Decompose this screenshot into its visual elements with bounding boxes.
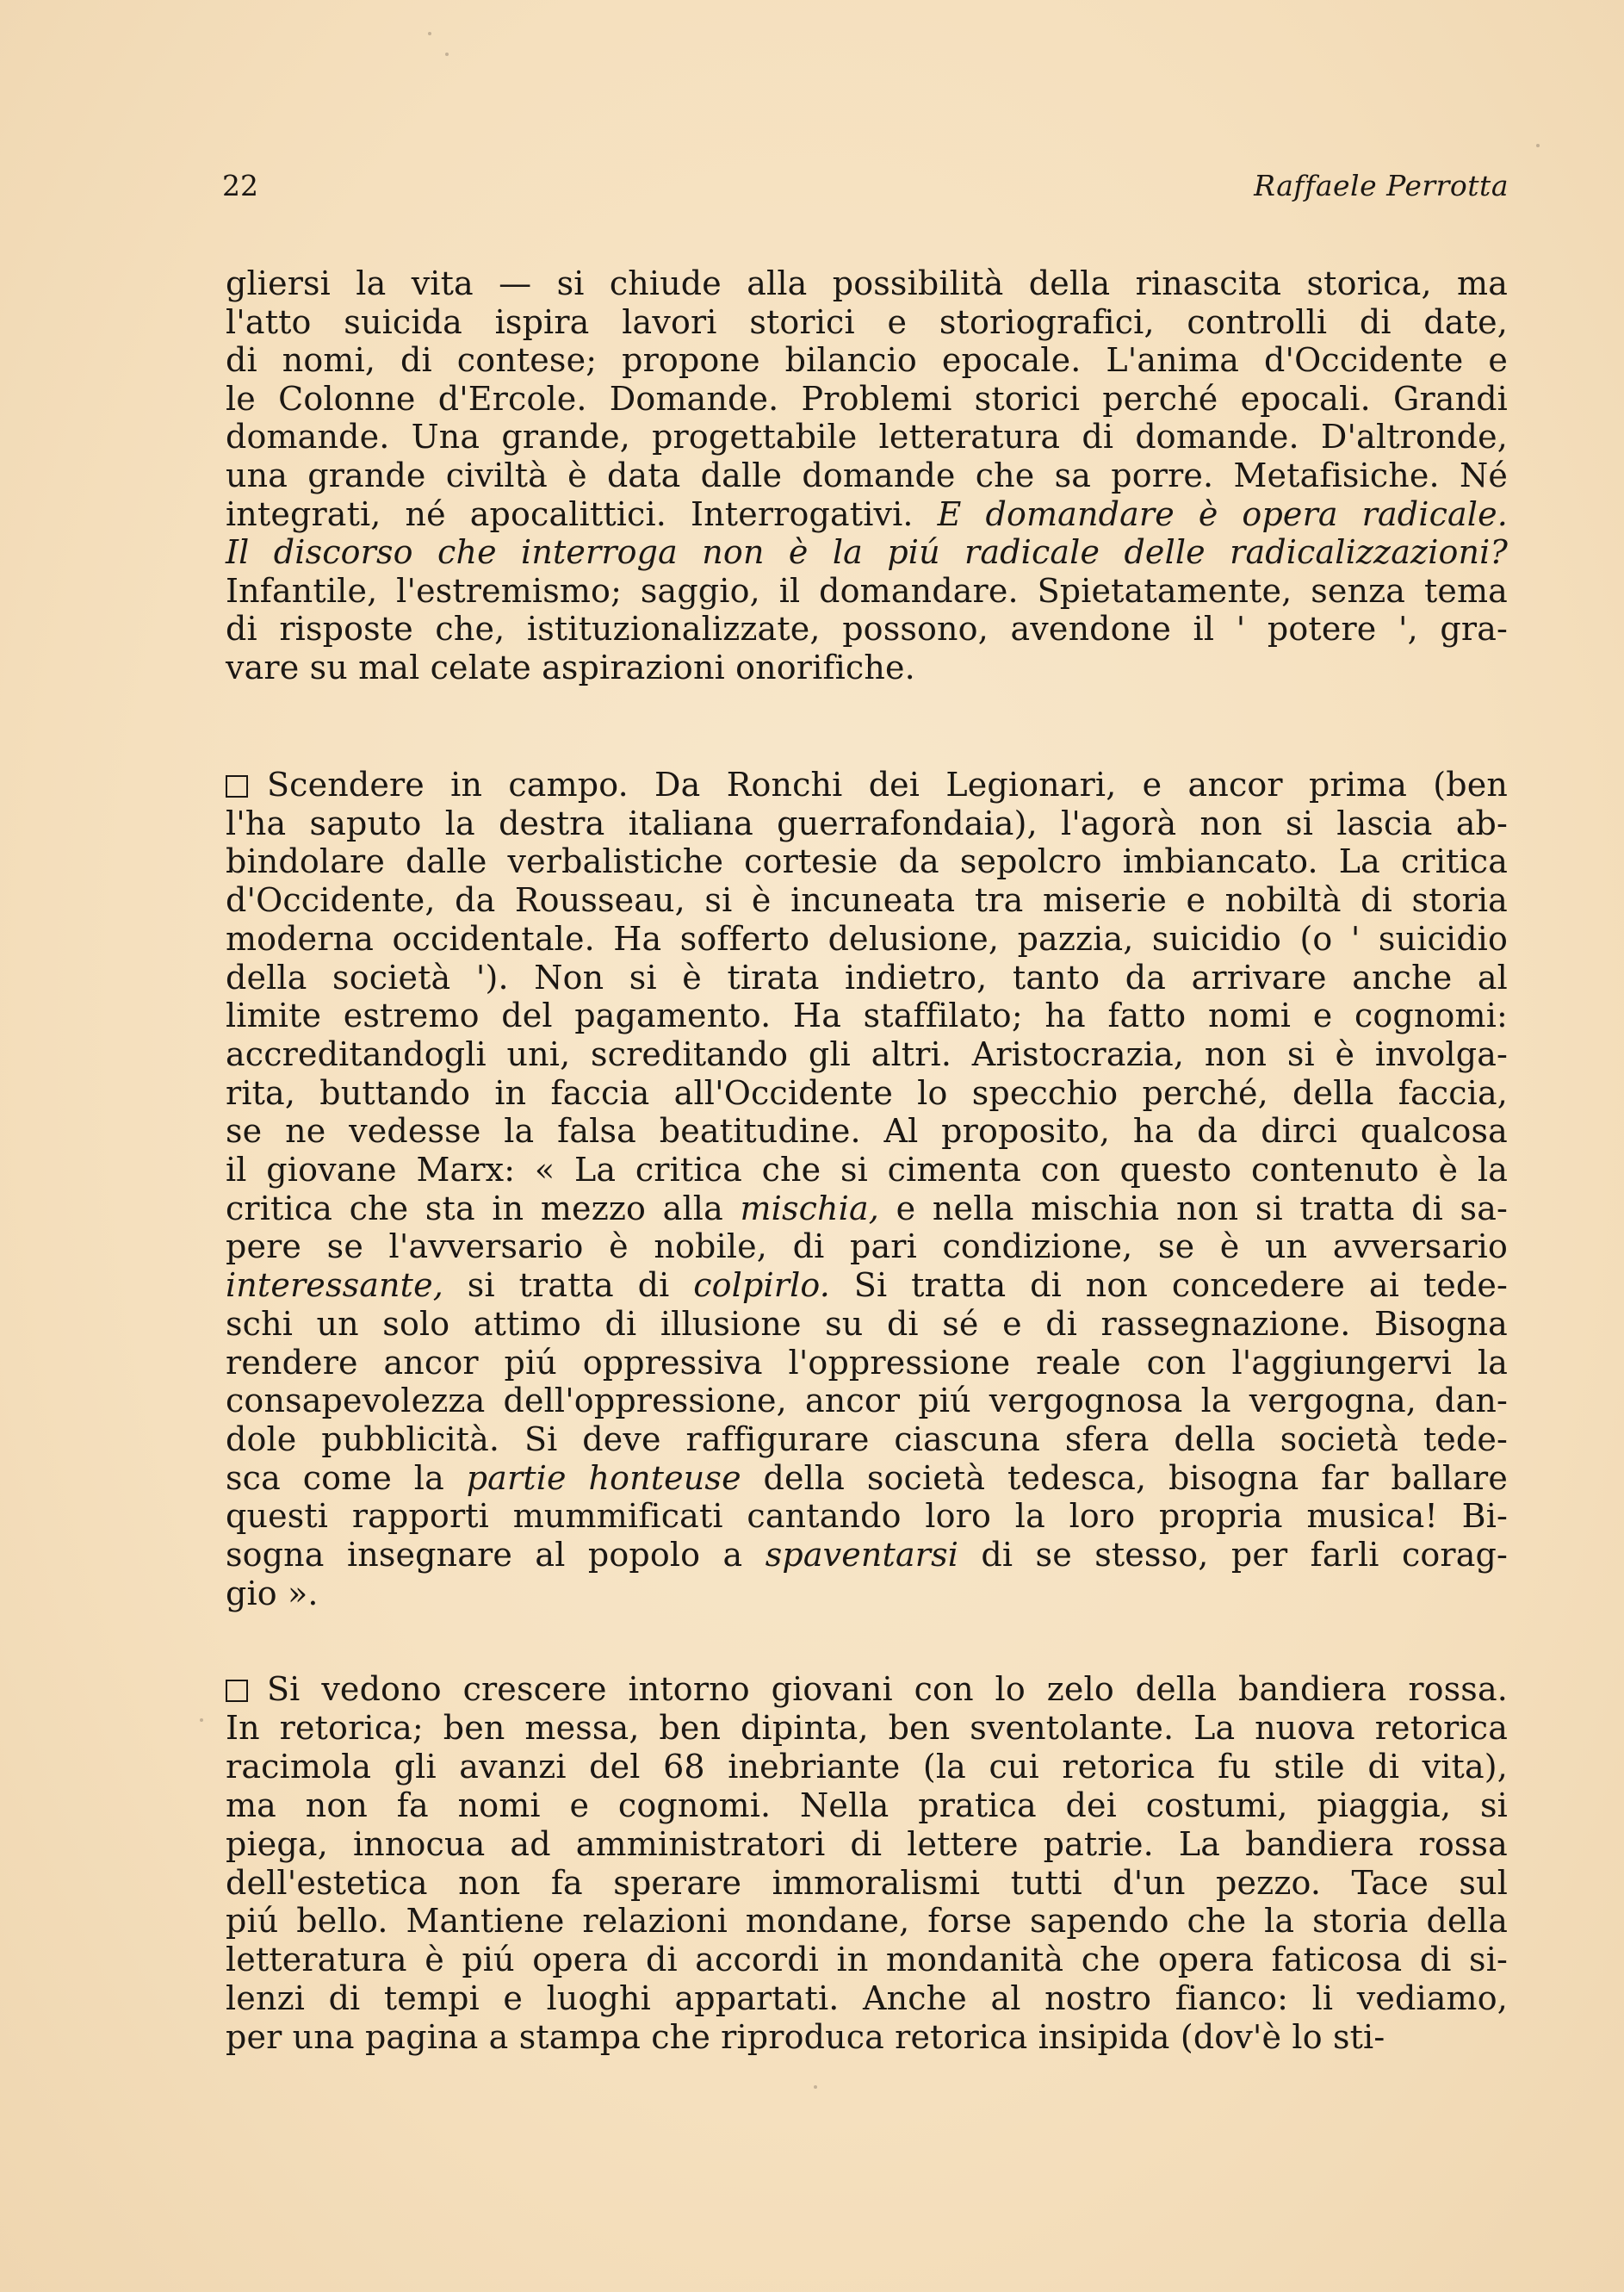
text-run: rendere ancor piú oppressiva l'oppressione reale con l'aggiungervi la	[226, 1343, 1508, 1382]
text-run: il giovane Marx: « La critica che si cimenta con questo contenuto è la	[226, 1151, 1508, 1189]
text-run: rita, buttando in faccia all'Occidente lo specchio perché, della faccia,	[226, 1073, 1508, 1112]
text-line	[226, 416, 1508, 457]
text-run: limite estremo del pagamento. Ha staffilato; ha fatto nomi e cognomi:	[226, 997, 1508, 1035]
text-line	[226, 1785, 1508, 1826]
text-line	[226, 1707, 1508, 1749]
text-line	[226, 1303, 1508, 1345]
text-run: se ne vedesse la falsa beatitudine. Al proposito, ha da dirci qualcosa	[226, 1112, 1508, 1151]
paper-speck	[200, 1718, 203, 1722]
text-line	[226, 2016, 1508, 2058]
paper-speck	[445, 53, 449, 56]
text-line	[226, 1110, 1508, 1152]
text-run: l'atto suicida ispira lavori storici e storiografici, controlli di date,	[226, 302, 1508, 341]
text-run: della società tedesca, bisogna far ballare	[741, 1458, 1508, 1497]
text-run: lenzi di tempi e luoghi appartati. Anche al nostro fianco: li vediamo,	[226, 1979, 1508, 2018]
text-run: Scendere in campo. Da Ronchi dei Legionari, e ancor prima (ben	[267, 766, 1508, 804]
text-run: gliersi la vita — si chiude alla possibilità della rinascita storica, ma	[226, 264, 1508, 302]
text-run: ma non fa nomi e cognomi. Nella pratica dei costumi, piaggia, si	[226, 1786, 1508, 1824]
text-line	[226, 1939, 1508, 1980]
text-run: dell'estetica non fa sperare immoralismi tutti d'un pezzo. Tace sul	[226, 1863, 1508, 1902]
italic-run: E domandare è opera radicale.	[937, 494, 1508, 533]
text-line	[226, 1746, 1508, 1787]
text-run: moderna occidentale. Ha sofferto delusione, pazzia, suicidio (o ' suicidio	[226, 919, 1508, 958]
text-line	[226, 764, 1508, 805]
text-line	[226, 1380, 1508, 1421]
text-line	[226, 647, 1508, 688]
text-line	[226, 1149, 1508, 1190]
text-run: l'ha saputo la destra italiana guerrafondaia), l'agorà non si lascia ab-	[226, 804, 1508, 842]
italic-run: spaventarsi	[765, 1536, 959, 1574]
text-run: di se stesso, per farli corag-	[958, 1536, 1508, 1574]
text-run: Si vedono crescere intorno giovani con lo zelo della bandiera rossa.	[267, 1670, 1508, 1708]
text-line	[226, 301, 1508, 343]
text-line	[226, 1034, 1508, 1075]
italic-run: colpirlo.	[693, 1266, 830, 1305]
text-run: consapevolezza dell'oppressione, ancor piú vergognosa la vergogna, dan-	[226, 1382, 1508, 1420]
text-run: di nomi, di contese; propone bilancio epocale. L'anima d'Occidente e	[226, 341, 1508, 380]
text-line	[226, 570, 1508, 612]
text-run: racimola gli avanzi del 68 inebriante (la cui retorica fu stile di vita),	[226, 1747, 1508, 1786]
text-line	[226, 1419, 1508, 1460]
text-run: Si tratta di non concedere ai tede-	[829, 1266, 1508, 1305]
text-line	[226, 378, 1508, 419]
text-line	[226, 879, 1508, 921]
text-line	[226, 995, 1508, 1036]
italic-run: interessante,	[226, 1266, 443, 1305]
text-line	[226, 1072, 1508, 1114]
text-run: le Colonne d'Ercole. Domande. Problemi storici perché epocali. Grandi	[226, 379, 1508, 418]
text-line	[226, 1978, 1508, 2019]
text-run: sca come la	[226, 1458, 467, 1497]
text-run: schi un solo attimo di illusione su di sé e di rassegnazione. Bisogna	[226, 1304, 1508, 1343]
text-run: Infantile, l'estremismo; saggio, il domandare. Spietatamente, senza tema	[226, 571, 1508, 610]
text-line	[226, 1226, 1508, 1267]
paper-speck	[1536, 144, 1540, 147]
text-run: questi rapporti mummificati cantando loro la loro propria musica! Bi-	[226, 1497, 1508, 1536]
text-line	[226, 1495, 1508, 1537]
italic-run: partie honteuse	[466, 1458, 741, 1497]
square-bullet-icon	[226, 775, 248, 798]
text-line	[226, 957, 1508, 998]
text-line	[226, 1457, 1508, 1499]
text-line	[226, 494, 1508, 535]
text-line	[226, 531, 1508, 573]
text-run: bindolare dalle verbalistiche cortesie da sepolcro imbiancato. La critica	[226, 842, 1508, 881]
text-run: critica che sta in mezzo alla	[226, 1189, 741, 1227]
page-number: 22	[222, 169, 258, 202]
square-bullet-icon	[226, 1680, 248, 1702]
text-line	[226, 608, 1508, 649]
text-line	[226, 1188, 1508, 1229]
text-line	[226, 1862, 1508, 1904]
text-run: vare su mal celate aspirazioni onorifiche.	[226, 649, 915, 686]
italic-run: Il discorso che interroga non è la piú radicale delle radicalizzazioni?	[226, 533, 1508, 572]
text-line	[226, 1823, 1508, 1865]
running-head: Raffaele Perrotta	[1254, 169, 1509, 202]
italic-run: mischia,	[740, 1189, 879, 1227]
text-line	[226, 455, 1508, 496]
text-run: per una pagina a stampa che riproduca retorica insipida (dov'è lo sti-	[226, 2018, 1385, 2057]
text-run: della società '). Non si è tirata indietro, tanto da arrivare anche al	[226, 958, 1508, 997]
text-line	[226, 1264, 1508, 1306]
text-run: d'Occidente, da Rousseau, si è incuneata tra miserie e nobiltà di storia	[226, 881, 1508, 920]
text-run: domande. Una grande, progettabile letteratura di domande. D'altronde,	[226, 418, 1508, 457]
text-line	[226, 803, 1508, 844]
text-run: piú bello. Mantiene relazioni mondane, forse sapendo che la storia della	[226, 1902, 1508, 1941]
text-run: letteratura è piú opera di accordi in mondanità che opera faticosa di si-	[226, 1941, 1508, 1979]
text-run: gio ».	[226, 1574, 319, 1612]
text-run: integrati, né apocalittici. Interrogativi.	[226, 494, 938, 533]
text-run: pere se l'avversario è nobile, di pari condizione, se è un avversario	[226, 1227, 1508, 1266]
text-run: una grande civiltà è data dalle domande che sa porre. Metafisiche. Né	[226, 457, 1508, 494]
text-run: accreditandogli uni, screditando gli altri. Aristocrazia, non si è involga-	[226, 1034, 1508, 1073]
paper-speck	[814, 2085, 817, 2089]
text-line	[226, 1900, 1508, 1941]
text-run: dole pubblicità. Si deve raffigurare ciascuna sfera della società tede-	[226, 1419, 1508, 1458]
text-line	[226, 1668, 1508, 1710]
text-run: di risposte che, istituzionalizzate, possono, avendone il ' potere ', gra-	[226, 610, 1508, 649]
paper-speck	[428, 32, 431, 35]
text-line	[226, 339, 1508, 381]
text-line	[226, 1573, 1508, 1614]
text-run: e nella mischia non si tratta di sa-	[879, 1189, 1508, 1227]
text-run: si tratta di	[443, 1266, 694, 1305]
text-run: In retorica; ben messa, ben dipinta, ben sventolante. La nuova retorica	[226, 1708, 1508, 1747]
text-run: sogna insegnare al popolo a	[226, 1536, 766, 1574]
text-line	[226, 1342, 1508, 1383]
text-run: piega, innocua ad amministratori di lettere patrie. La bandiera rossa	[226, 1824, 1508, 1863]
text-line	[226, 1534, 1508, 1575]
text-line	[226, 263, 1508, 304]
text-line	[226, 841, 1508, 882]
text-line	[226, 918, 1508, 960]
